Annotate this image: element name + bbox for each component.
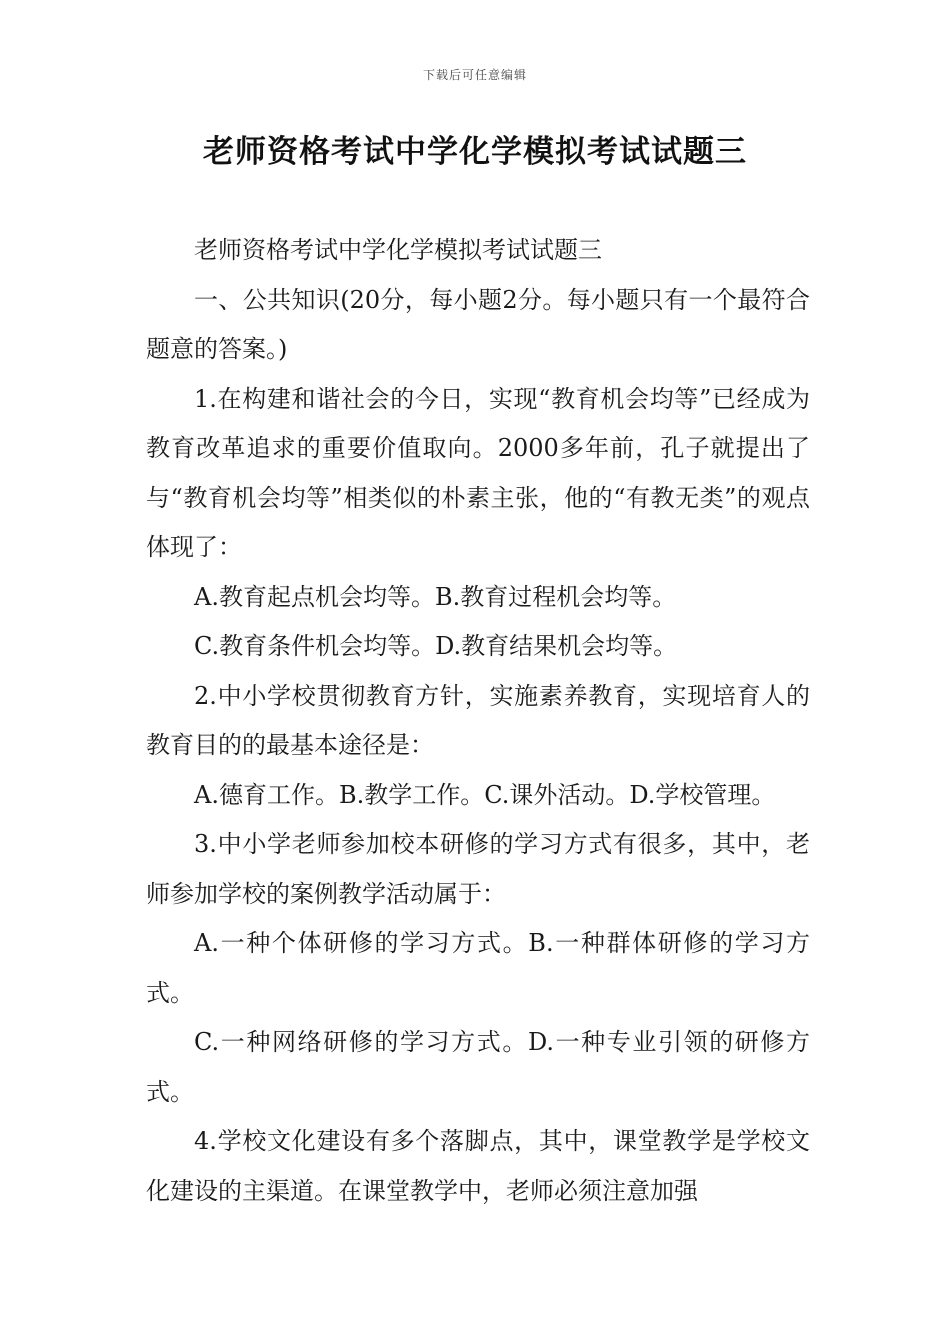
question-3-options-ab: A.一种个体研修的学习方式。B.一种群体研修的学习方式。: [146, 929, 810, 1007]
question-1-options-cd: C.教育条件机会均等。D.教育结果机会均等。: [194, 632, 678, 660]
question-1: 1.在构建和谐社会的今日，实现“教育机会均等”已经成为教育改革追求的重要价值取向。2000多年前，孔子就提出了与“教育机会均等”相类似的朴素主张，他的“有教无类”的观点体现了：: [146, 384, 810, 561]
question-3: 3.中小学老师参加校本研修的学习方式有很多，其中，老师参加学校的案例教学活动属于：: [146, 830, 810, 908]
document-title: 老师资格考试中学化学模拟考试试题三: [203, 134, 747, 170]
document-body: [146, 226, 810, 1216]
question-3-options-cd: C.一种网络研修的学习方式。D.一种专业引领的研修方式。: [146, 1028, 810, 1106]
question-2-options: A.德育工作。B.教学工作。C.课外活动。D.学校管理。: [194, 780, 776, 809]
section-heading: 一、公共知识(20分，每小题2分。每小题只有一个最符合题意的答案。): [146, 285, 810, 363]
question-4: 4.学校文化建设有多个落脚点，其中，课堂教学是学校文化建设的主渠道。在课堂教学中，老师必须注意加强: [146, 1127, 810, 1205]
header-note: 下载后可任意编辑: [422, 68, 527, 82]
question-2: 2.中小学校贯彻教育方针，实施素养教育，实现培育人的教育目的的最基本途径是：: [146, 681, 810, 759]
subtitle-paragraph: 老师资格考试中学化学模拟考试试题三: [194, 236, 602, 264]
question-1-options-ab: A.教育起点机会均等。B.教育过程机会均等。: [194, 582, 677, 611]
